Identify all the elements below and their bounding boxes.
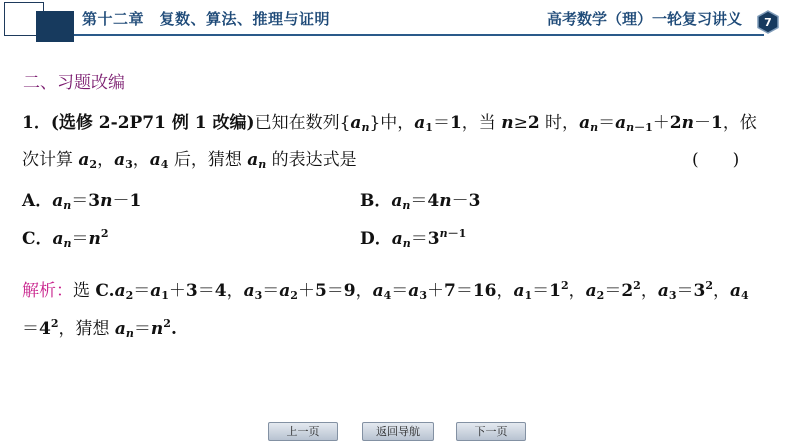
problem-number: 1．	[22, 113, 51, 133]
solution-line-1: 解析：选 $C.a_2=a_1+3=4$，$a_3=a_2+5=9$，$a_4=a_3+7=16$，$a_1=1^2$，$a_2=2^2$，$a_3=3^2$，$a_4$	[22, 279, 749, 302]
problem-line-1: 1．(选修 2-2P71 例 1 改编)已知在数列$\{a_n\}$中，$a_1=1$，当 n≥2 时，$a_n=a_{n-1}+2n-1$，依	[22, 113, 757, 134]
hexagon-page-badge-icon	[756, 10, 780, 34]
option-b[interactable]: B．$a_n=4n-3$	[360, 191, 481, 212]
chapter-title: 第十二章 复数、算法、推理与证明	[82, 10, 331, 28]
solution-label: 解析：	[22, 281, 73, 301]
back-to-nav-button[interactable]: 返回导航	[362, 422, 434, 441]
section-title: 二、习题改编	[23, 73, 125, 93]
next-page-button[interactable]: 下一页	[456, 422, 526, 441]
book-title: 高考数学（理）一轮复习讲义	[546, 10, 742, 28]
answer-blank: ( )	[692, 150, 740, 170]
prev-page-button[interactable]: 上一页	[268, 422, 338, 441]
problem-source: (选修 2-2P71 例 1 改编)	[50, 113, 255, 133]
option-d[interactable]: D．$a_n=3^{n-1}$	[360, 227, 467, 250]
option-a[interactable]: A．$a_n=3n-1$	[22, 191, 142, 212]
header-divider	[74, 34, 764, 36]
option-c[interactable]: C．$a_n=n^2$	[22, 227, 109, 250]
problem-line-2: 次计算 $a_2$，$a_3$，$a_4$ 后，猜想 $a_n$ 的表达式是	[22, 150, 357, 171]
page-number: 7	[764, 16, 772, 29]
solution-line-2: $=4^2$，猜想 $a_n=n^2$.	[22, 317, 177, 340]
header-box-fill	[36, 11, 74, 42]
